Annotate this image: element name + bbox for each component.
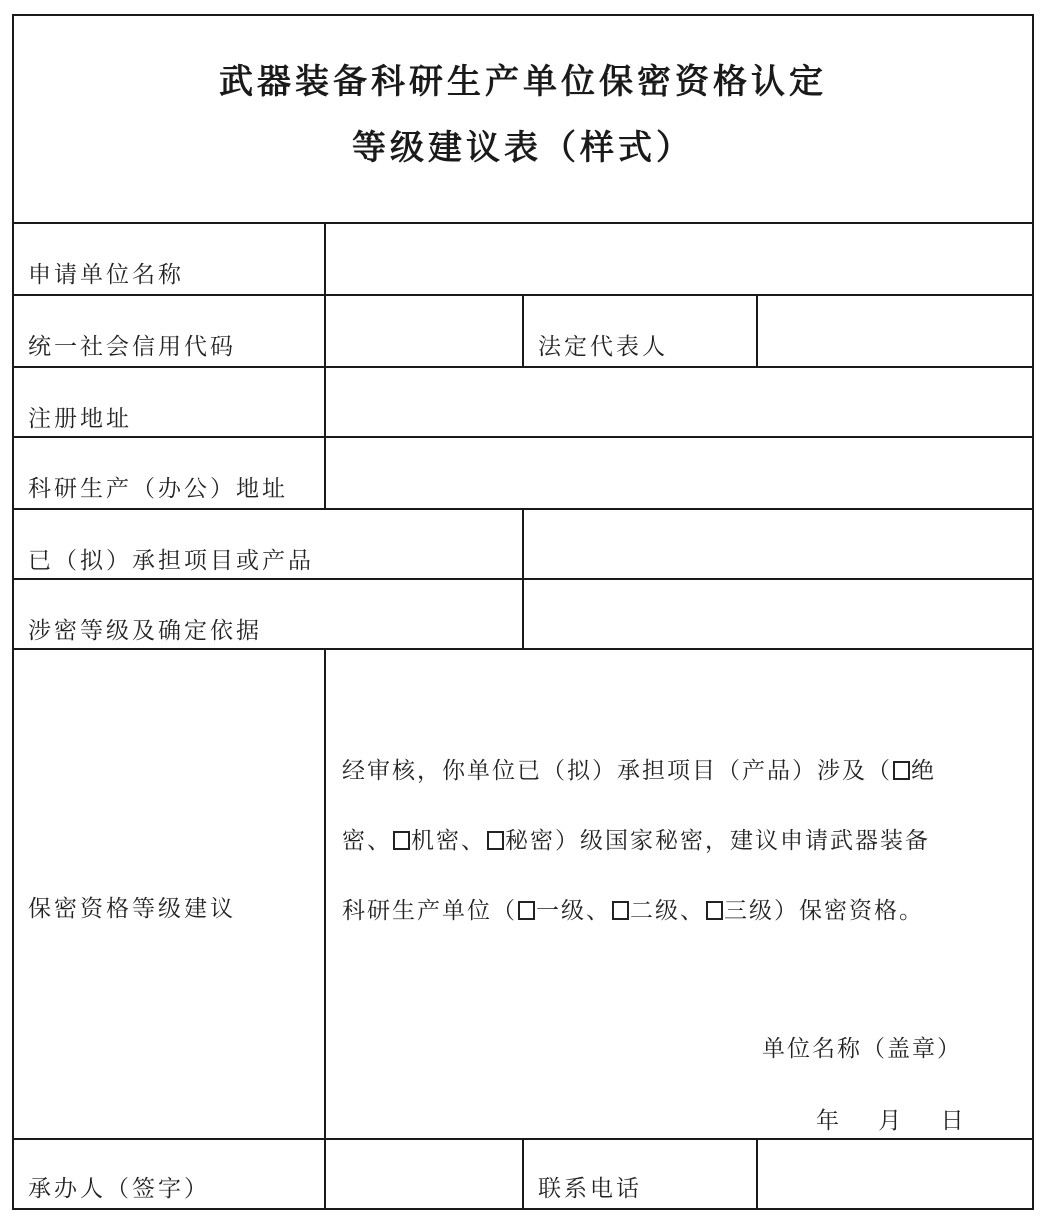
checkbox-level-1[interactable] [518, 901, 535, 920]
office-address-field[interactable] [324, 436, 1034, 510]
checkbox-level-3[interactable] [706, 901, 723, 920]
suggestion-line1-text: 经审核，你单位已（拟）承担项目（产品）涉及（ [342, 758, 892, 784]
applicant-name-field[interactable] [324, 222, 1034, 296]
registered-address-field[interactable] [324, 366, 1034, 438]
suggestion-line2-start: 密、 [342, 828, 392, 854]
legal-rep-label-cell [522, 294, 758, 368]
checkbox-top-secret[interactable] [893, 761, 910, 780]
applicant-name-label-cell [12, 222, 326, 296]
credit-code-label: 统一社会信用代码 [28, 334, 236, 360]
suggestion-line2-end: 秘密）级国家秘密，建议申请武器装备 [505, 828, 930, 854]
suggestion-line1 [342, 752, 936, 785]
suggestion-line3 [342, 892, 924, 925]
phone-field[interactable] [756, 1138, 1034, 1210]
credit-code-label-cell [12, 294, 326, 368]
office-address-label-cell [12, 436, 326, 510]
projects-label-cell [12, 508, 524, 580]
credit-code-field[interactable] [324, 294, 524, 368]
secret-level-label: 涉密等级及确定依据 [28, 618, 262, 644]
date-text: 年 月 日 [816, 1108, 966, 1134]
office-address-label: 科研生产（办公）地址 [28, 476, 288, 502]
checkbox-level-2[interactable] [612, 901, 629, 920]
suggestion-label: 保密资格等级建议 [28, 896, 236, 922]
suggestion-line2-mid: 机密、 [411, 828, 486, 854]
form-title-line2: 等级建议表（样式） [352, 128, 694, 168]
handler-field[interactable] [324, 1138, 524, 1210]
registered-address-label-cell [12, 366, 326, 438]
phone-label-cell [522, 1138, 758, 1210]
legal-rep-label: 法定代表人 [538, 334, 668, 360]
handler-label-cell [12, 1138, 326, 1210]
phone-label: 联系电话 [538, 1176, 642, 1202]
checkbox-confidential[interactable] [393, 831, 410, 850]
suggestion-line2 [342, 822, 930, 855]
suggestion-content-cell [324, 648, 1034, 1140]
secret-level-field[interactable] [522, 578, 1034, 650]
suggestion-line3-end: 三级）保密资格。 [724, 898, 924, 924]
seal-text: 单位名称（盖章） [762, 1036, 962, 1062]
form-title-line1: 武器装备科研生产单位保密资格认定 [219, 62, 827, 102]
suggestion-label-cell [12, 648, 326, 1140]
suggestion-line3-level1: 一级、 [536, 898, 611, 924]
suggestion-line3-level2: 二级、 [630, 898, 705, 924]
checkbox-secret[interactable] [487, 831, 504, 850]
secret-level-label-cell [12, 578, 524, 650]
projects-label: 已（拟）承担项目或产品 [28, 548, 314, 574]
registered-address-label: 注册地址 [28, 406, 132, 432]
projects-field[interactable] [522, 508, 1034, 580]
suggestion-line3-start: 科研生产单位（ [342, 898, 517, 924]
title-block [12, 14, 1034, 224]
suggestion-line1-end: 绝 [911, 758, 936, 784]
legal-rep-field[interactable] [756, 294, 1034, 368]
handler-label: 承办人（签字） [28, 1176, 210, 1202]
applicant-name-label: 申请单位名称 [28, 262, 184, 288]
